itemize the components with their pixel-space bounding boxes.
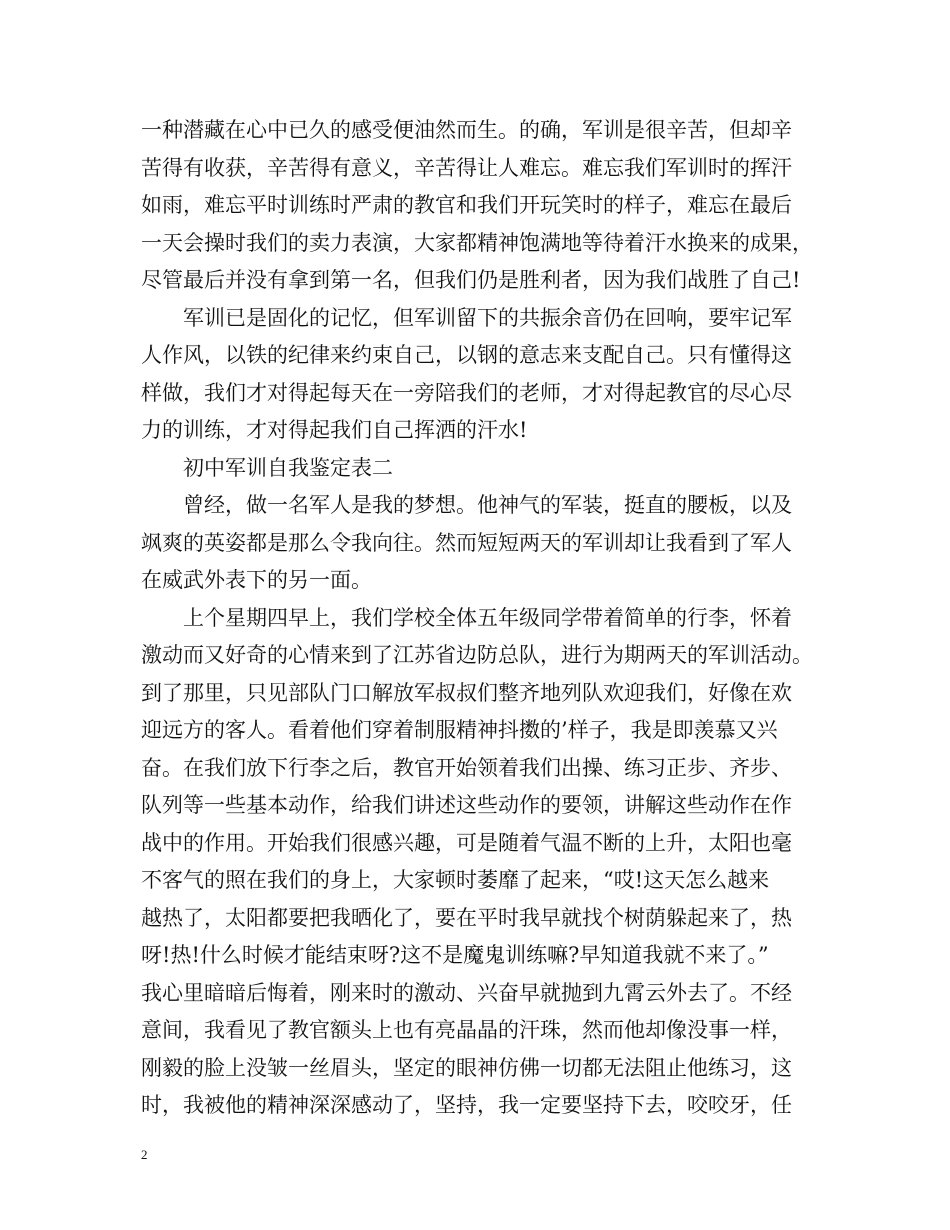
text-line: 人作风，以铁的纪律来约束自己，以钢的意志来支配自己。只有懂得这 <box>141 343 792 367</box>
text-line: 队列等一些基本动作，给我们讲述这些动作的要领，讲解这些动作在作 <box>141 793 792 817</box>
text-line: 战中的作用。开始我们很感兴趣，可是随着气温不断的上升，太阳也毫 <box>141 830 792 855</box>
paragraph-start-line: 曾经，做一名军人是我的梦想。他神气的军装，挺直的腰板，以及 <box>183 493 792 517</box>
text-line: 激动而又好奇的心情来到了江苏省边防总队，进行为期两天的军训活动。 <box>141 643 813 667</box>
section-heading: 初中军训自我鉴定表二 <box>183 455 393 480</box>
text-line: 刚毅的脸上没皱一丝眉头，坚定的眼神仿佛一切都无法阻止他练习，这 <box>141 1055 792 1080</box>
page-number: 2 <box>141 1147 148 1162</box>
text-line: 一种潜藏在心中已久的感受便油然而生。的确，军训是很辛苦，但却辛 <box>141 118 792 142</box>
text-line: 飒爽的英姿都是那么令我向往。然而短短两天的军训却让我看到了军人 <box>141 530 792 555</box>
text-line: 如雨，难忘平时训练时严肃的教官和我们开玩笑时的样子，难忘在最后 <box>141 193 792 217</box>
paragraph-start-line: 上个星期四早上，我们学校全体五年级同学带着简单的行李，怀着 <box>183 605 792 630</box>
document-body <box>141 112 821 1125</box>
text-line: 越热了，太阳都要把我晒化了，要在平时我早就找个树荫躲起来了，热 <box>141 905 792 930</box>
text-line: 不客气的照在我们的身上，大家顿时萎靡了起来，“哎!这天怎么越来 <box>141 868 770 892</box>
text-line: 时，我被他的精神深深感动了，坚持，我一定要坚持下去，咬咬牙，任 <box>141 1093 792 1117</box>
text-line: 在威武外表下的另一面。 <box>141 568 372 592</box>
paragraph-start-line: 军训已是固化的记忆，但军训留下的共振余音仍在回响，要牢记军 <box>183 305 792 330</box>
text-line: 呀!热!什么时候才能结束呀?这不是魔鬼训练嘛?早知道我就不来了。” <box>141 943 769 967</box>
text-line: 尽管最后并没有拿到第一名，但我们仍是胜利者，因为我们战胜了自己! <box>141 268 801 292</box>
text-line: 样做，我们才对得起每天在一旁陪我们的老师，才对得起教官的尽心尽 <box>141 380 792 405</box>
text-line: 奋。在我们放下行李之后，教官开始领着我们出操、练习正步、齐步、 <box>141 755 792 780</box>
text-line: 我心里暗暗后悔着，刚来时的激动、兴奋早就抛到九霄云外去了。不经 <box>141 980 792 1005</box>
text-line: 意间，我看见了教官额头上也有亮晶晶的汗珠，然而他却像没事一样， <box>141 1018 792 1042</box>
text-line: 到了那里，只见部队门口解放军叔叔们整齐地列队欢迎我们，好像在欢 <box>141 680 792 705</box>
text-line: 迎远方的客人。看着他们穿着制服精神抖擞的’样子，我是即羡慕又兴 <box>141 718 778 742</box>
text-line: 一天会操时我们的卖力表演，大家都精神饱满地等待着汗水换来的成果， <box>141 230 813 255</box>
text-line: 力的训练，才对得起我们自己挥洒的汗水! <box>141 418 528 442</box>
text-line: 苦得有收获，辛苦得有意义，辛苦得让人难忘。难忘我们军训时的挥汗 <box>141 155 792 180</box>
